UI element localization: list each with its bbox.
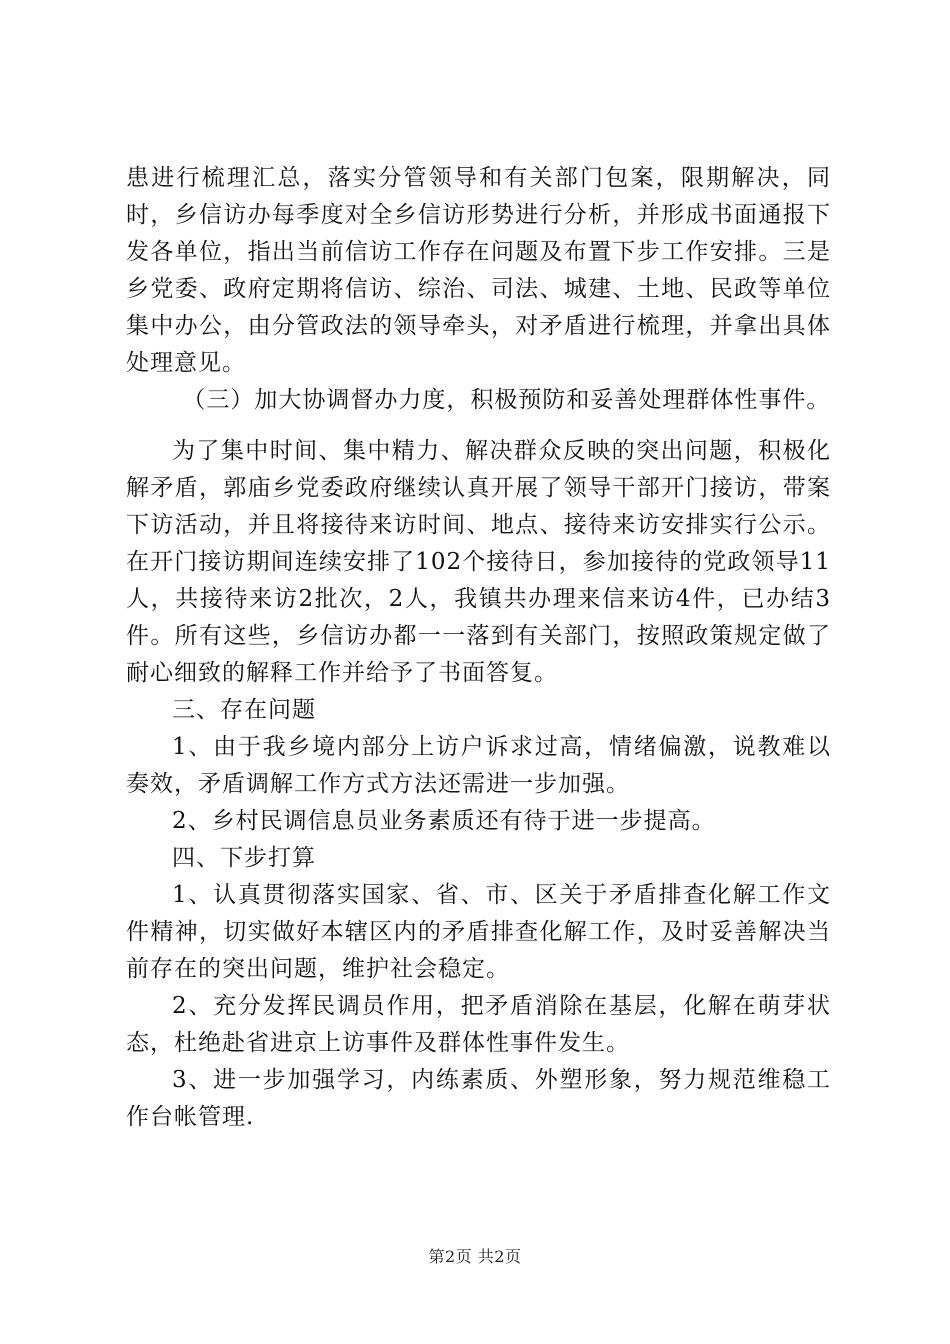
paragraph-continuation: 患进行梳理汇总，落实分管领导和有关部门包案，限期解决，同时，乡信访办每季度对全乡信访形势进行分析，并形成书面通报下发各单位，指出当前信访工作存在问题及布置下步工作安排。三是乡党委、政府定期将信访、综治、司法、城建、土地、民政等单位集中办公，由分管政法的领导牵头，对矛盾进行梳理，并拿出具体处理意见。 bbox=[126, 165, 831, 376]
paragraph-reception: 为了集中时间、集中精力、解决群众反映的突出问题，积极化解矛盾，郭庙乡党委政府继续认真开展了领导干部开门接访，带案下访活动，并且将接待来访时间、地点、接待来访安排实行公示。在开门接访期间连续安排了102个接待日，参加接待的党政领导11人，共接待来访2批次，2人，我镇共办理来信来访4件，已办结3件。所有这些，乡信访办都一一落到有关部门，按照政策规定做了耐心细致的解释工作并给予了书面答复。 bbox=[126, 438, 831, 686]
plan-item-3: 3、进一步加强学习，内练素质、外塑形象，努力规范维稳工作台帐管理. bbox=[126, 1067, 831, 1130]
section-heading-plans: 四、下步打算 bbox=[172, 845, 316, 871]
section-heading-problems: 三、存在问题 bbox=[172, 697, 316, 723]
plan-item-2: 2、充分发挥民调员作用，把矛盾消除在基层，化解在萌芽状态，杜绝赴省进京上访事件及群体性事件发生。 bbox=[126, 993, 831, 1056]
plan-item-1: 1、认真贯彻落实国家、省、市、区关于矛盾排查化解工作文件精神，切实做好本辖区内的矛盾排查化解工作，及时妥善解决当前存在的突出问题，维护社会稳定。 bbox=[126, 882, 831, 982]
page-footer: 第2页 共2页 bbox=[428, 1247, 522, 1266]
document-body bbox=[126, 160, 831, 1136]
problem-item-2: 2、乡村民调信息员业务素质还有待于进一步提高。 bbox=[172, 808, 716, 834]
problem-item-1: 1、由于我乡境内部分上访户诉求过高，情绪偏激，说教难以奏效，矛盾调解工作方式方法还需进一步加强。 bbox=[126, 734, 831, 797]
section-subheading-3: （三）加大协调督办力度，积极预防和妥善处理群体性事件。 bbox=[182, 387, 831, 413]
